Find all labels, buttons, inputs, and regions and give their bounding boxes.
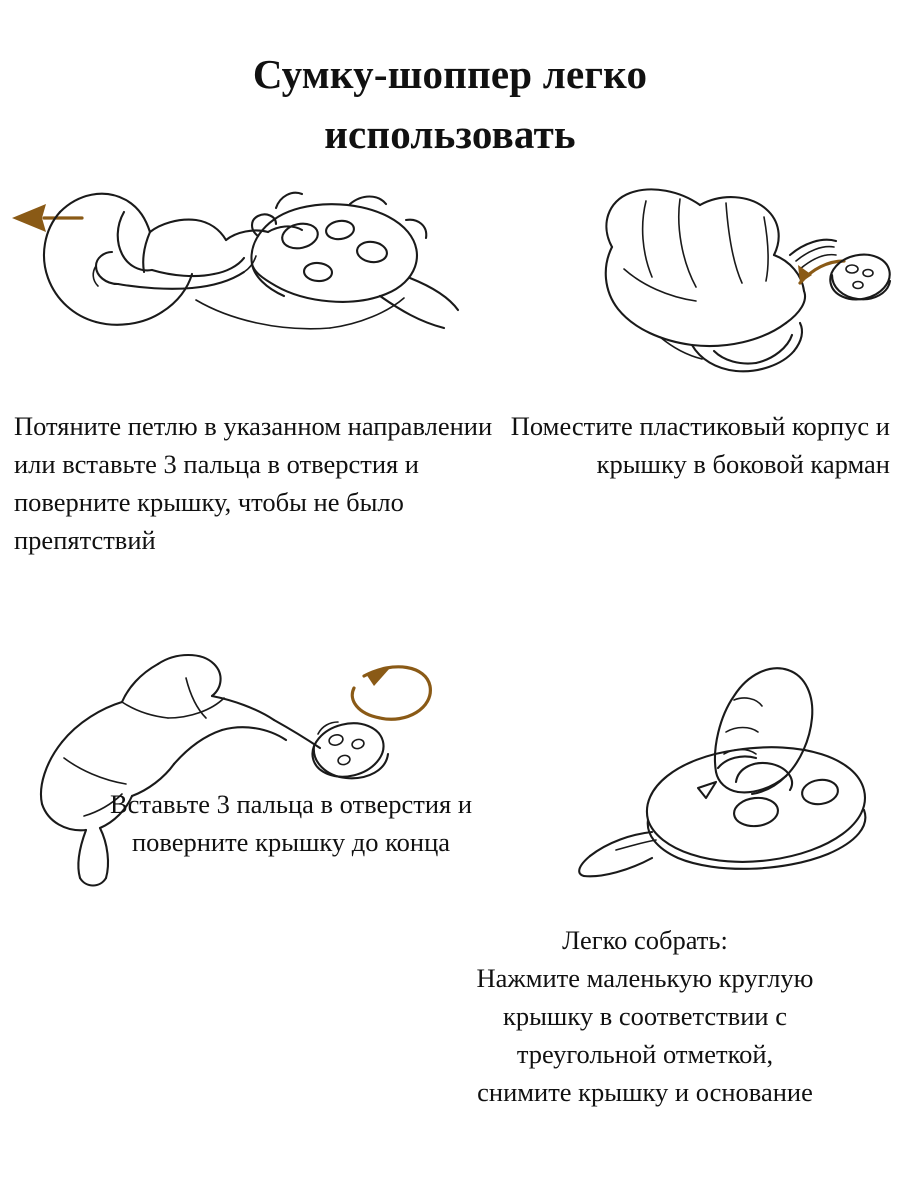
- step-4-caption-line-2: Нажмите маленькую круглую: [476, 962, 814, 993]
- triangle-mark-icon: [698, 782, 716, 798]
- rotate-arrow-icon: [352, 667, 430, 719]
- fabric-strap-drawing: [579, 832, 656, 876]
- bag-with-side-pocket-drawing: [560, 165, 900, 390]
- plastic-lid-drawing: [251, 193, 426, 302]
- small-lid-drawing: [826, 249, 894, 305]
- step-2-illustration: [560, 165, 900, 390]
- page-title-line-1: Сумку-шоппер легко: [252, 51, 648, 98]
- step-4-illustration: [520, 640, 890, 900]
- step-4-caption: [400, 922, 890, 1111]
- hand-pulling-loop-with-lid-drawing: [0, 160, 470, 390]
- step-4-caption-line-3: крышку в соответствии с: [503, 1000, 787, 1031]
- finger-pressing-round-lid-drawing: [520, 640, 890, 900]
- step-2-caption: Поместите пластиковый корпус и крышку в боковой карман: [510, 411, 890, 479]
- step-3-caption: Вставьте 3 пальца в отверстия и поверните крышку до конца: [109, 789, 473, 857]
- bag-strap-drawing: [660, 323, 802, 371]
- hand-pressing-drawing: [715, 668, 812, 794]
- left-arrow-icon: [12, 204, 82, 232]
- bag-body-drawing: [606, 189, 805, 346]
- plastic-lid-drawing: [307, 716, 389, 784]
- step-4-caption-line-5: снимите крышку и основание: [477, 1076, 813, 1107]
- step-4-caption-line-4: треугольной отметкой,: [516, 1038, 774, 1069]
- page-title: [0, 45, 900, 164]
- step-1-caption: Потяните петлю в указанном направлении или вставьте 3 пальца в отверстия и поверните крышку, чтобы не было препятствий: [14, 411, 493, 555]
- loop-cord-drawing: [118, 256, 256, 289]
- step-4-caption-line-1: Легко собрать:: [562, 925, 728, 955]
- page-title-line-2: использовать: [324, 110, 576, 157]
- step-1-illustration: [0, 160, 470, 390]
- round-lid-drawing: [647, 747, 865, 869]
- fabric-tail-drawing: [196, 278, 458, 329]
